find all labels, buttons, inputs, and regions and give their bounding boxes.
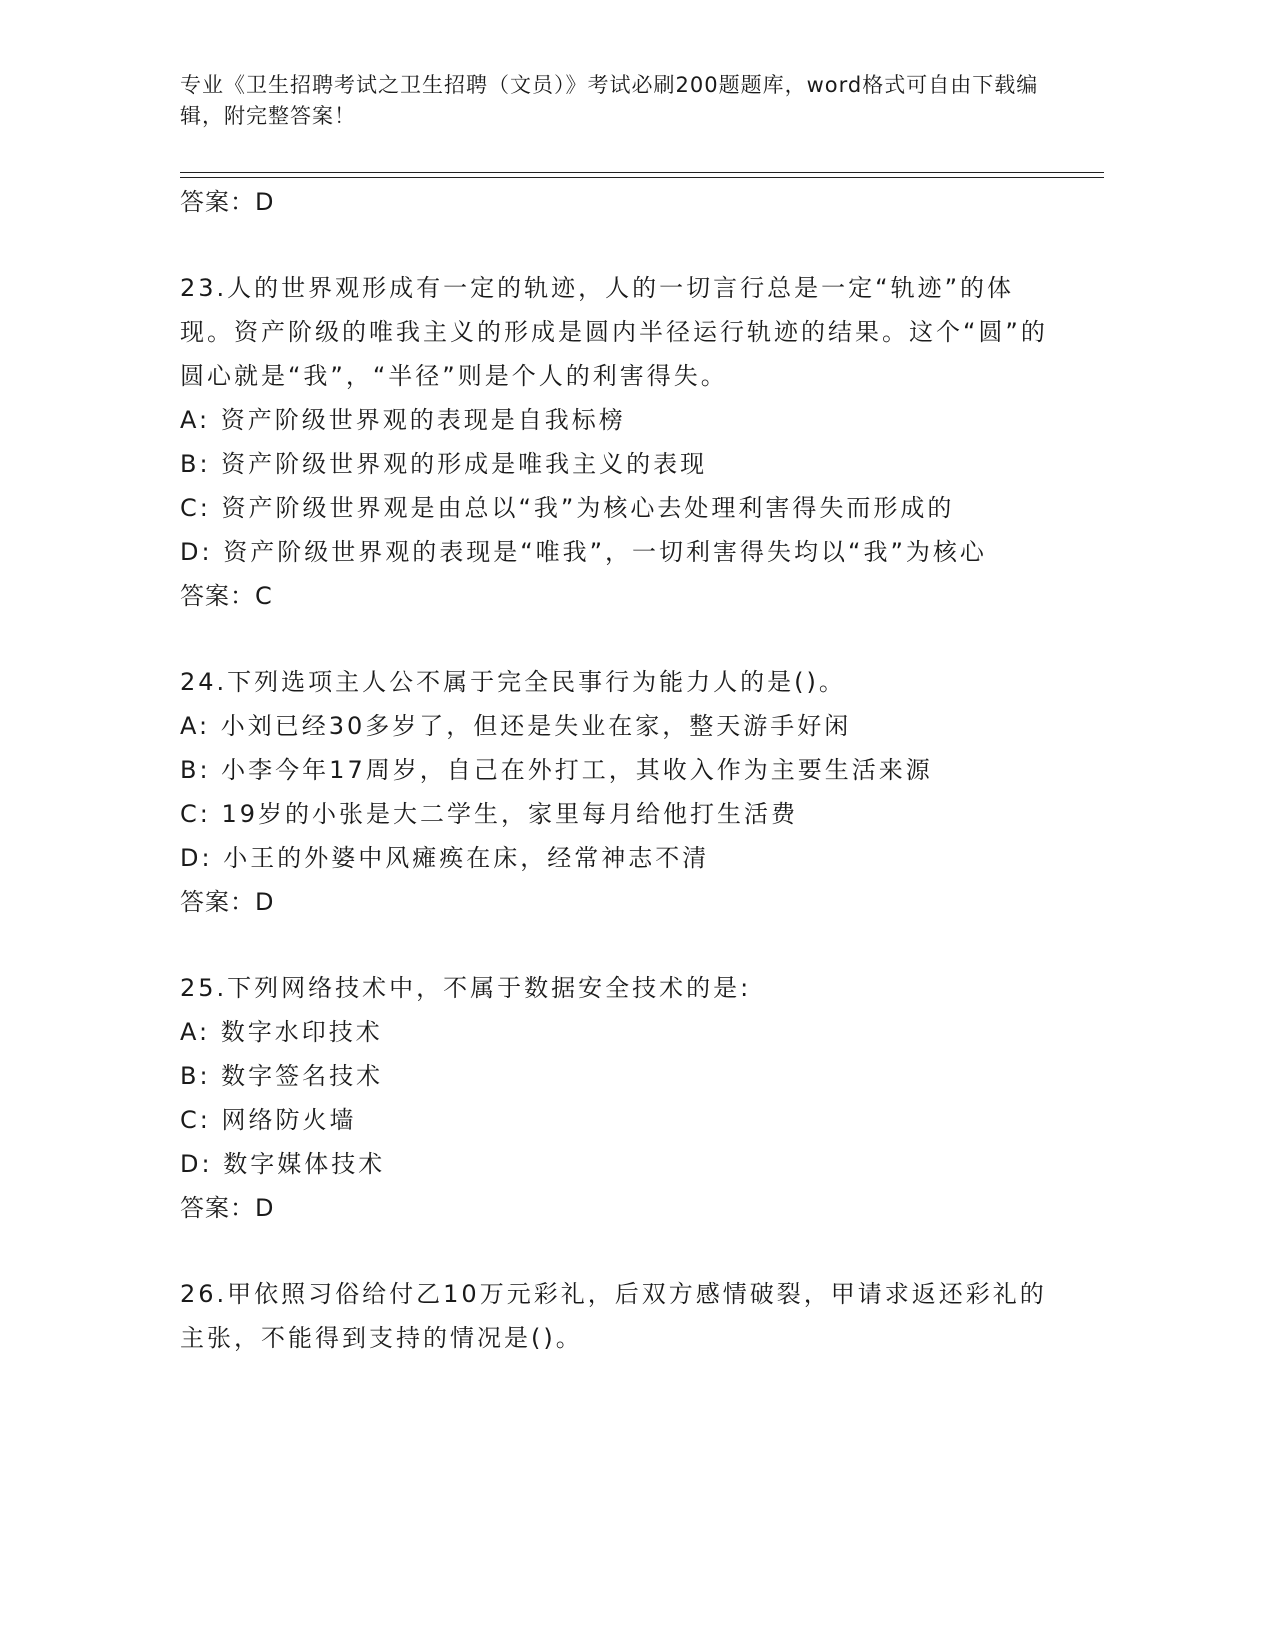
option-c: C: 资产阶级世界观是由总以“我”为核心去处理利害得失而形成的 (180, 494, 955, 522)
question-text: 24.下列选项主人公不属于完全民事行为能力人的是()。 (180, 668, 846, 696)
option-d: D: 小王的外婆中风瘫痪在床，经常神志不清 (180, 844, 710, 872)
header-rule-top (180, 172, 1104, 173)
option-c: C: 网络防火墙 (180, 1106, 357, 1134)
answer-label: 答案：C (180, 582, 273, 610)
question-text: 26.甲依照习俗给付乙10万元彩礼，后双方感情破裂，甲请求返还彩礼的主张，不能得到支持的情况是()。 (180, 1280, 1047, 1352)
answer-label: 答案：D (180, 1194, 275, 1222)
option-d: D: 资产阶级世界观的表现是“唯我”，一切利害得失均以“我”为核心 (180, 538, 987, 566)
option-b: B: 小李今年17周岁，自己在外打工，其收入作为主要生活来源 (180, 756, 933, 784)
answer-label: 答案：D (180, 188, 275, 216)
option-a: A: 小刘已经30多岁了，但还是失业在家，整天游手好闲 (180, 712, 852, 740)
question-26 (180, 1272, 1050, 1360)
document-header: 专业《卫生招聘考试之卫生招聘（文员）》考试必刷200题题库，word格式可自由下载编辑，附完整答案！ (180, 73, 1039, 128)
answer-label: 答案：D (180, 888, 275, 916)
question-25 (180, 966, 1050, 1230)
option-b: B: 资产阶级世界观的形成是唯我主义的表现 (180, 450, 708, 478)
option-b: B: 数字签名技术 (180, 1062, 384, 1090)
option-d: D: 数字媒体技术 (180, 1150, 386, 1178)
question-text: 25.下列网络技术中，不属于数据安全技术的是: (180, 974, 752, 1002)
option-a: A: 资产阶级世界观的表现是自我标榜 (180, 406, 626, 434)
question-24 (180, 660, 1050, 924)
question-23 (180, 266, 1050, 618)
option-c: C: 19岁的小张是大二学生，家里每月给他打生活费 (180, 800, 799, 828)
header-rule-bottom (180, 177, 1104, 178)
question-list (180, 180, 1050, 1360)
question-text: 23.人的世界观形成有一定的轨迹，人的一切言行总是一定“轨迹”的体现。资产阶级的唯我主义的形成是圆内半径运行轨迹的结果。这个“圆”的圆心就是“我”，“半径”则是个人的利害得失。 (180, 274, 1048, 390)
option-a: A: 数字水印技术 (180, 1018, 383, 1046)
